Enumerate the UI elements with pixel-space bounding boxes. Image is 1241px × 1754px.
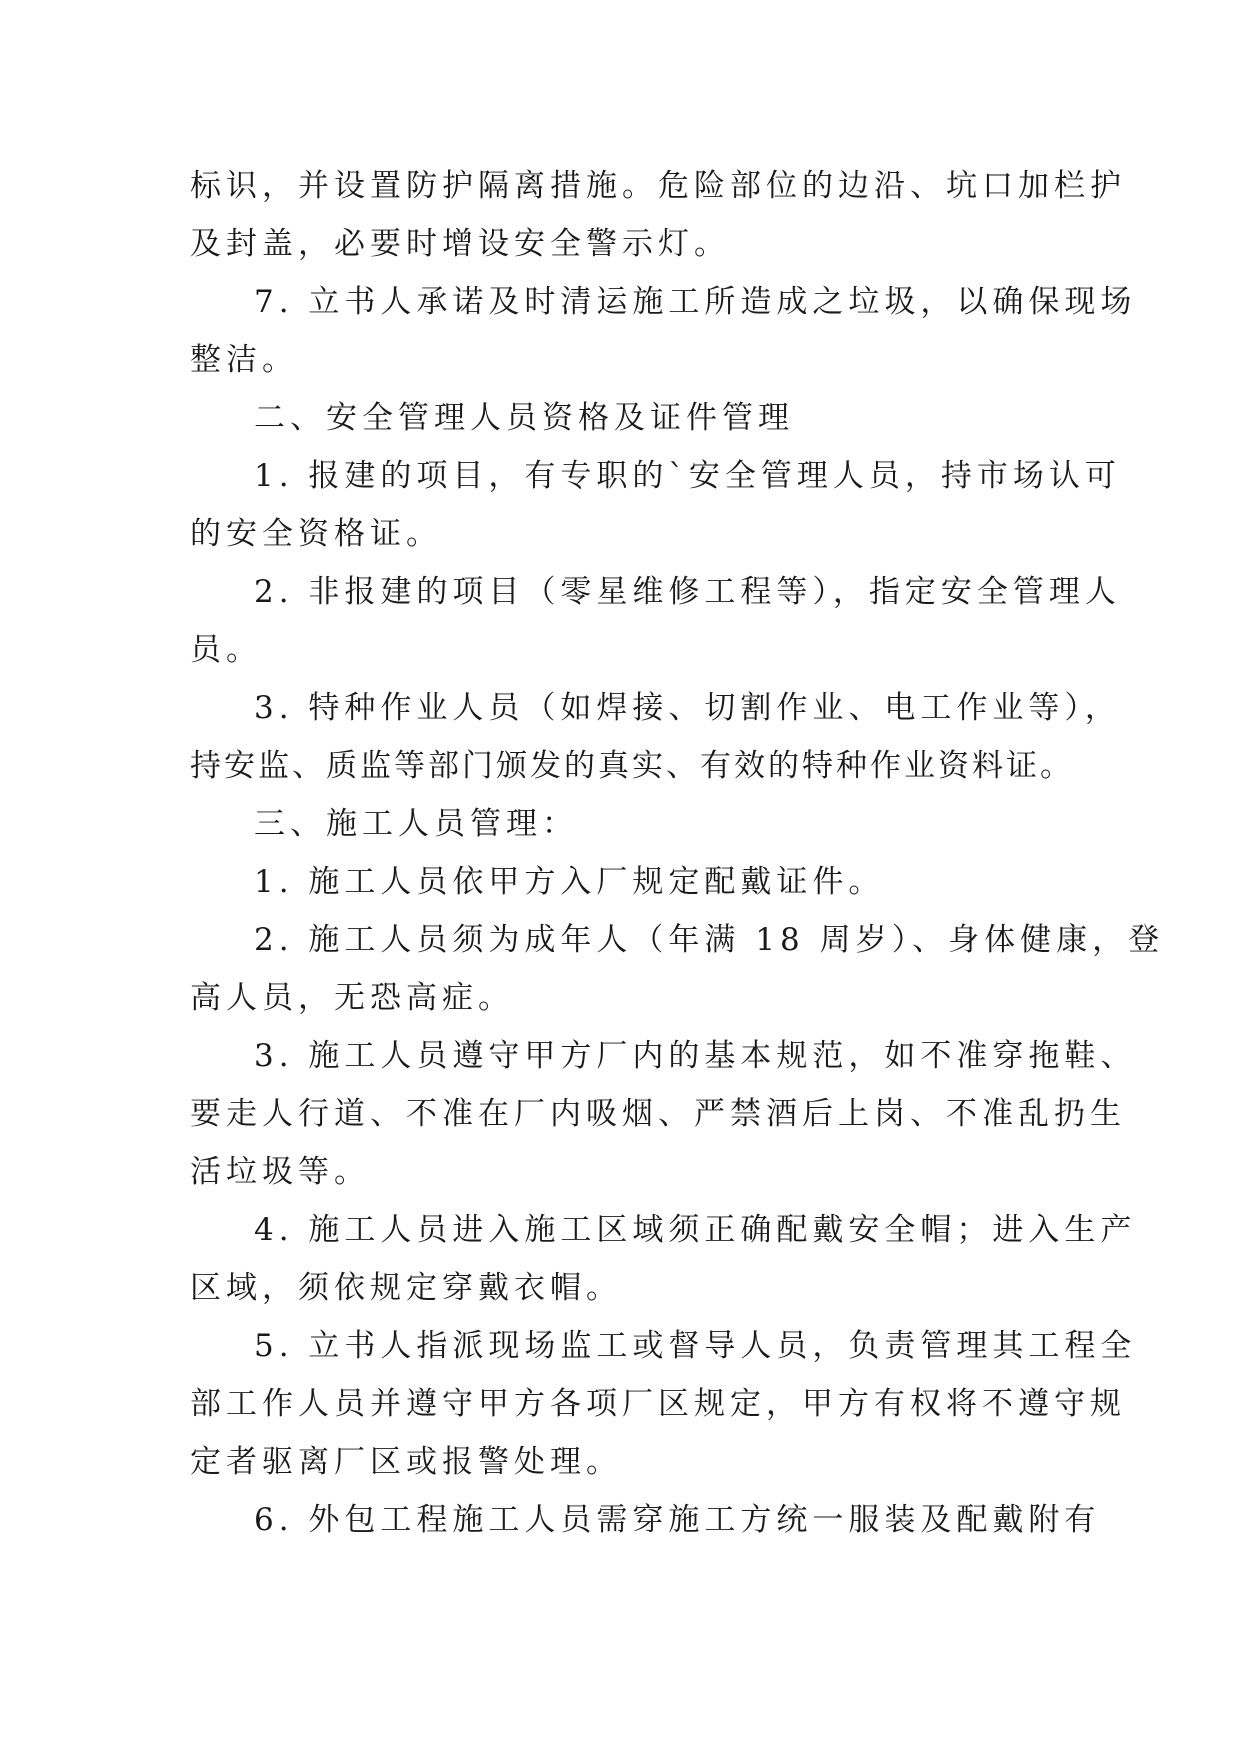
text-line: 定者驱离厂区或报警处理。 [190,1444,622,1480]
list-item: 7. 立书人承诺及时清运施工所造成之垃圾，以确保现场 [254,284,1137,320]
list-item: 5. 立书人指派现场监工或督导人员，负责管理其工程全 [254,1328,1137,1364]
list-item: 4. 施工人员进入施工区域须正确配戴安全帽；进入生产 [254,1212,1137,1248]
text-line: 及封盖，必要时增设安全警示灯。 [190,226,730,262]
list-item: 1. 报建的项目，有专职的`安全管理人员，持市场认可 [254,458,1121,494]
list-item: 2. 施工人员须为成年人（年满 18 周岁）、身体健康，登 [254,922,1165,958]
list-item: 3. 施工人员遵守甲方厂内的基本规范，如不准穿拖鞋、 [254,1038,1137,1074]
text-line: 标识，并设置防护隔离措施。危险部位的边沿、坑口加栏护 [190,168,1126,204]
text-line: 高人员，无恐高症。 [190,980,514,1016]
text-line: 员。 [190,632,262,668]
text-line: 部工作人员并遵守甲方各项厂区规定，甲方有权将不遵守规 [190,1386,1126,1422]
list-item: 3. 特种作业人员（如焊接、切割作业、电工作业等）， [254,690,1121,726]
text-line: 要走人行道、不准在厂内吸烟、严禁酒后上岗、不准乱扔生 [190,1096,1126,1132]
section-heading: 三、施工人员管理： [254,806,578,842]
list-item: 6. 外包工程施工人员需穿施工方统一服装及配戴附有 [254,1502,1101,1538]
text-line: 活垃圾等。 [190,1154,370,1190]
list-item: 2. 非报建的项目（零星维修工程等），指定安全管理人 [254,574,1121,610]
text-line: 区域，须依规定穿戴衣帽。 [190,1270,622,1306]
list-item: 1. 施工人员依甲方入厂规定配戴证件。 [254,864,885,900]
text-line: 整洁。 [190,342,298,378]
section-heading: 二、安全管理人员资格及证件管理 [254,400,794,436]
text-line: 持安监、质监等部门颁发的真实、有效的特种作业资料证。 [190,748,1074,784]
text-line: 的安全资格证。 [190,516,442,552]
